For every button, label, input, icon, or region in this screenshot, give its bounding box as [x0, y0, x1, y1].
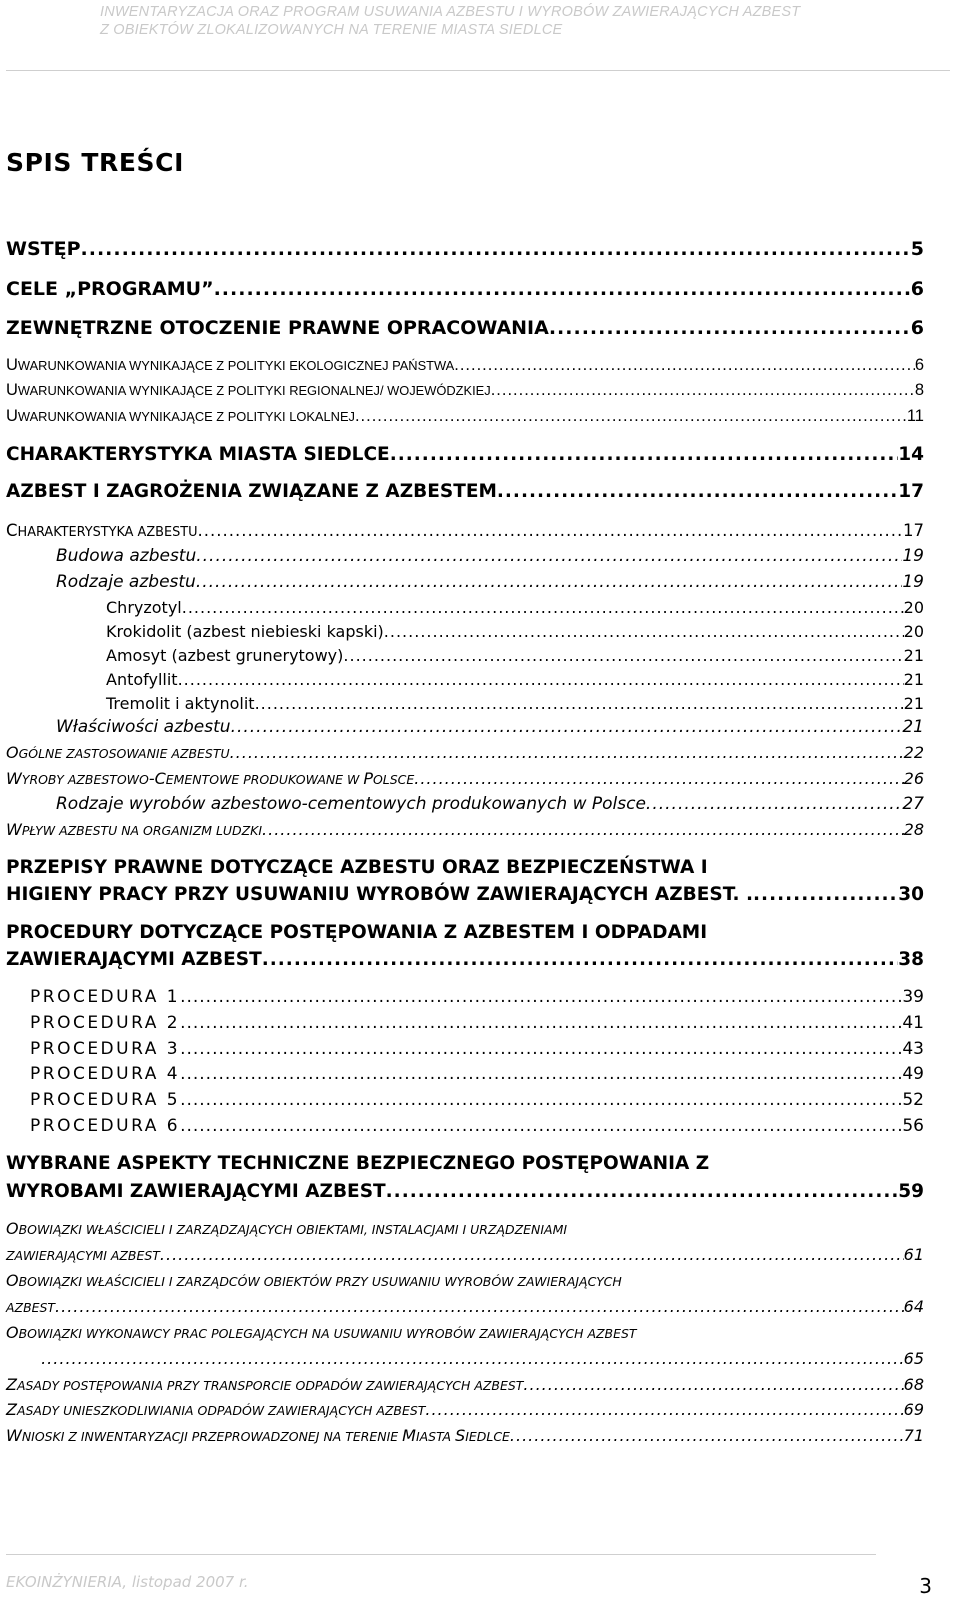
toc-entry[interactable]: OGÓLNE ZASTOSOWANIE AZBESTU ..... 22	[6, 743, 924, 762]
toc-entry[interactable]: WPŁYW AZBESTU NA ORGANIZM LUDZKI ..... 28	[6, 820, 924, 839]
toc-entry[interactable]: Antofyllit ..... 21	[106, 670, 924, 689]
toc-entry[interactable]: Chryzotyl ..... 20	[106, 598, 924, 617]
toc-entry[interactable]: Właściwości azbestu ..... 21	[56, 717, 924, 737]
toc-entry[interactable]: Tremolit i aktynolit ..... 21	[106, 694, 924, 713]
toc-entry[interactable]: UWARUNKOWANIA WYNIKAJĄCE Z POLITYKI LOKALNEJ ..... 11	[6, 407, 924, 426]
toc-entry[interactable]: OBOWIĄZKI WŁAŚCICIELI I ZARZĄDCÓW OBIEKTÓW PRZY USUWANIU WYROBÓW ZAWIERAJĄCYCH AZBEST ..... 64	[6, 1271, 924, 1290]
toc-entry[interactable]: OBOWIĄZKI WYKONAWCY PRAC POLEGAJĄCYCH NA USUWANIU WYROBÓW ZAWIERAJĄCYCH AZBEST ..... 65	[6, 1323, 924, 1342]
page-title: SPIS TREŚCI	[6, 148, 184, 177]
toc-entry[interactable]: PROCEDURA 6 ..... 56	[30, 1116, 924, 1136]
toc-entry[interactable]: Krokidolit (azbest niebieski kapski) ..... 20	[106, 622, 924, 641]
running-header	[100, 3, 800, 39]
toc-entry[interactable]: UWARUNKOWANIA WYNIKAJĄCE Z POLITYKI REGIONALNEJ/ WOJEWÓDZKIEJ ..... 8	[6, 381, 924, 400]
toc-entry[interactable]: ZASADY UNIESZKODLIWIANIA ODPADÓW ZAWIERAJĄCYCH AZBEST ..... 69	[6, 1400, 924, 1419]
page-number: 3	[919, 1574, 932, 1598]
toc-entry[interactable]: WNIOSKI Z INWENTARYZACJI PRZEPROWADZONEJ NA TERENIE MIASTA SIEDLCE ..... 71	[6, 1426, 924, 1445]
toc-entry[interactable]: CHARAKTERYSTYKA AZBESTU ..... 17	[6, 521, 924, 540]
toc-entry[interactable]: PROCEDURA 1 ..... 39	[30, 987, 924, 1007]
toc-entry[interactable]: Budowa azbestu ..... 19	[56, 546, 924, 566]
toc-entry[interactable]: Amosyt (azbest grunerytowy) ..... 21	[106, 646, 924, 665]
toc-entry[interactable]: CHARAKTERYSTYKA MIASTA SIEDLCE ..... 14	[6, 444, 924, 465]
footer-text: EKOINŻYNIERIA, listopad 2007 r.	[6, 1573, 249, 1591]
toc-entry[interactable]: ZEWNĘTRZNE OTOCZENIE PRAWNE OPRACOWANIA ..... 6	[6, 317, 924, 339]
toc-entry[interactable]: PROCEDURA 2 ..... 41	[30, 1013, 924, 1033]
toc-entry[interactable]: AZBEST I ZAGROŻENIA ZWIĄZANE Z AZBESTEM ..... 17	[6, 481, 924, 502]
header-divider	[6, 70, 950, 71]
toc-entry[interactable]: PRZEPISY PRAWNE DOTYCZĄCE AZBESTU ORAZ BEZPIECZEŃSTWA I HIGIENY PRACY PRZY USUWANIU WYROBÓW ZAWIERAJĄCYCH AZBEST. . ..... 30	[6, 857, 924, 878]
toc-entry[interactable]: PROCEDURY DOTYCZĄCE POSTĘPOWANIA Z AZBESTEM I ODPADAMI ZAWIERAJĄCYMI AZBEST ..... 38	[6, 922, 924, 943]
toc-entry[interactable]: WYROBY AZBESTOWO-CEMENTOWE PRODUKOWANE W POLSCE ..... 26	[6, 769, 924, 788]
header-line-2: Z OBIEKTÓW ZLOKALIZOWANYCH NA TERENIE MIASTA SIEDLCE	[100, 22, 563, 38]
toc-entry[interactable]: OBOWIĄZKI WŁAŚCICIELI I ZARZĄDZAJĄCYCH OBIEKTAMI, INSTALACJAMI I URZĄDZENIAMI ZAWIERAJĄCYMI AZBEST ..... 61	[6, 1219, 924, 1238]
toc-entry[interactable]: PROCEDURA 4 ..... 49	[30, 1064, 924, 1084]
toc-entry[interactable]: WYBRANE ASPEKTY TECHNICZNE BEZPIECZNEGO POSTĘPOWANIA Z WYROBAMI ZAWIERAJĄCYMI AZBEST ..... 59	[6, 1153, 924, 1174]
footer-divider	[6, 1554, 876, 1555]
toc-entry[interactable]: PROCEDURA 3 ..... 43	[30, 1039, 924, 1059]
toc-entry[interactable]: ZASADY POSTĘPOWANIA PRZY TRANSPORCIE ODPADÓW ZAWIERAJĄCYCH AZBEST ..... 68	[6, 1375, 924, 1394]
toc-entry[interactable]: Rodzaje azbestu ..... 19	[56, 572, 924, 592]
toc-entry[interactable]: UWARUNKOWANIA WYNIKAJĄCE Z POLITYKI EKOLOGICZNEJ PAŃSTWA ..... 6	[6, 356, 924, 375]
toc-entry[interactable]: PROCEDURA 5 ..... 52	[30, 1090, 924, 1110]
toc-entry[interactable]: CELE „PROGRAMU” ..... 6	[6, 278, 924, 300]
toc-entry[interactable]: Rodzaje wyrobów azbestowo-cementowych produkowanych w Polsce ..... 27	[56, 794, 924, 814]
header-line-1: INWENTARYZACJA ORAZ PROGRAM USUWANIA AZBESTU I WYROBÓW ZAWIERAJĄCYCH AZBEST	[100, 4, 801, 20]
toc-entry[interactable]: WSTĘP ..... 5	[6, 238, 924, 260]
